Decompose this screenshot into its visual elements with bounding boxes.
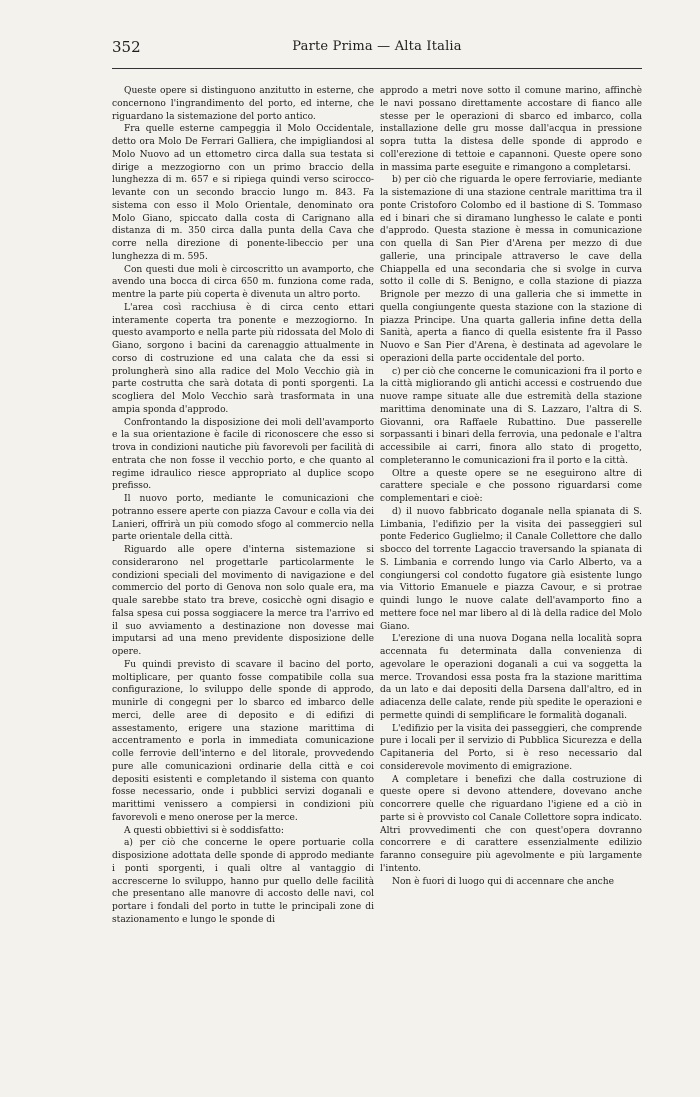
paragraph: Queste opere si distinguono anzitutto in esterne, che concernono l'ingrandimento del porto, ed interne, che riguardano la sistemazione del porto antico. bbox=[112, 86, 374, 122]
paragraph: Non è fuori di luogo qui di accennare che anche bbox=[392, 876, 615, 887]
paragraph: c) per ciò che concerne le comunicazioni fra il porto e la città migliorando gli antichi accessi e costruendo due nuove rampe situate alle due estremità della stazione marittima denominate una di S. Lazzaro, l'altra di S. Giovanni, ora Raffaele Rubattino. Due passerelle sorpassanti i binari della ferrovia, una pedonale e l'altra accessibile ai carri, finora allo stato di progetto, completeranno le comunicazioni fra il porto e la città. bbox=[380, 366, 642, 466]
paragraph: Oltre a queste opere se ne eseguirono altre di carattere speciale e che possono riguardarsi come complementari e cioè: bbox=[380, 468, 642, 504]
paragraph: Riguardo alle opere d'interna sistemazione si considerarono nel progettarle particolarmente le condizioni speciali del movimento di navigazione e del commercio del porto di Genova non solo quale era, ma quale sarebbe stato tra breve, cosicchè ogni disagio e falsa spesa cui possa soggiacere la merce tra l'arrivo ed il suo avviamento a destinazione non dovesse mai imputarsi ad una meno previdente disposizione delle opere. bbox=[112, 545, 374, 657]
paragraph: approdo a metri nove sotto il comune marino, affinchè le navi possano direttamente accostare di fianco alle stesse per le operazioni di sbarco ed imbarco, colla installazione delle gru mosse dall'acqua in pressione sopra tutta la distesa delle sponde di approdo e coll'erezione di tettoie e capannoni. Queste opere sono in massima parte eseguite e rimangono a completarsi. bbox=[380, 86, 642, 173]
paragraph: A questi obbiettivi si è soddisfatto: bbox=[124, 825, 284, 836]
paragraph: L'area così racchiusa è di circa cento ettari interamente coperta tra ponente e mezzogiorno. In questo avamporto e nella parte più ridossata del Molo di Giano, sorgono i bacini da carenaggio attualmente in corso di costruzione ed una calata che da essi si prolungherà sino alla radice del Molo Vecchio già in parte costrutta che sarà dotata di ponti sporgenti. La scogliera del Molo Vecchio sarà trasformata in una ampia sponda d'approdo. bbox=[112, 302, 374, 415]
paragraph: Il nuovo porto, mediante le comunicazioni che potranno essere aperte con piazza Cavour e colla via dei Lanieri, offrirà un più comodo sfogo al commercio nella parte orientale della città. bbox=[112, 494, 374, 543]
running-title: Parte Prima — Alta Italia bbox=[292, 39, 462, 54]
paragraph: Fu quindi previsto di scavare il bacino del porto, moltiplicare, per quanto fosse compatibile colla sua configurazione, lo sviluppo delle sponde di approdo, munirle di congegni per lo sbarco ed imbarco delle merci, delle aree di deposito e di edifizi di assestamento, erigere una stazione marittima di accentramento e porla in immediata comunicazione colle ferrovie dell'interno e del litorale, provvedendo pure alle comunicazioni ordinarie della città e coi depositi esistenti e completando il sistema con quanto fosse necessario, onde i pubblici servizi doganali e marittimi venissero a compiersi in condizioni più favorevoli e meno onerose per la merce. bbox=[112, 659, 374, 823]
paragraph: a) per ciò che concerne le opere portuarie colla disposizione adottata delle sponde di approdo mediante i ponti sporgenti, i quali oltre al vantaggio di accrescerne lo sviluppo, hanno pur quello delle facilità che presentano alle manovre di accosto delle navi, col portare i fondali del porto in tutte le principali zone di stazionamento e lungo le sponde di bbox=[112, 838, 374, 925]
paragraph: b) per ciò che riguarda le opere ferroviarie, mediante la sistemazione di una stazione centrale marittima tra il ponte Cristoforo Colombo ed il bastione di S. Tommaso ed i binari che si diramano lunghesso le calate e ponti d'approdo. Questa stazione è messa in comunicazione con quella di San Pier d'Arena per mezzo di due gallerie, una principale attraverso le cave della Chiappella ed una secondaria che si svolge in curva sotto il colle di S. Benigno, e colla stazione di piazza Brignole per mezzo di una galleria che si immette in quella congiungente questa stazione con la stazione di piazza Principe. Una quarta galleria infine detta della Sanità, aperta a fianco di quella esistente fra il Passo Nuovo e San Pier d'Arena, è destinata ad agevolare le operazioni della parte occidentale del porto. bbox=[380, 175, 642, 364]
page-header bbox=[112, 38, 642, 60]
paragraph: L'edifizio per la visita dei passeggieri, che comprende pure i locali per il servizio di Pubblica Sicurezza e della Capitaneria del Porto, si è reso necessario dal considerevole movimento di emigrazione. bbox=[380, 723, 642, 772]
page-number: 352 bbox=[112, 38, 141, 56]
paragraph: Fra quelle esterne campeggia il Molo Occidentale, detto ora Molo De Ferrari Galliera, che impigliandosi al Molo Nuovo ad un ettometro circa dalla sua testata si dirige a mezzogiorno con un primo braccio della lunghezza di m. 657 e si ripiega quindi verso scirocco-levante con un secondo braccio lungo m. 843. Fa sistema con esso il Molo Orientale, denominato ora Molo Giano, spiccato dalla costa di Carignano alla distanza di m. 350 circa dalla punta della Cava che corre nella direzione di ponente-libeccio per una lunghezza di m. 595. bbox=[112, 124, 374, 262]
right-column bbox=[380, 85, 642, 927]
paragraph: A completare i benefizi che dalla costruzione di queste opere si devono attendere, dovevano anche concorrere quelle che riguardano l'igiene ed a ciò in parte si è provvisto col Canale Collettore sopra indicato. Altri provvedimenti che con quest'opera dovranno concorrere e di carattere essenzialmente edilizio faranno conseguire più agevolmente e più largamente l'intento. bbox=[380, 774, 642, 874]
paragraph: Con questi due moli è circoscritto un avamporto, che avendo una bocca di circa 650 m. funziona come rada, mentre la parte più coperta è divenuta un altro porto. bbox=[112, 264, 374, 300]
left-column bbox=[112, 85, 374, 927]
paragraph: Confrontando la disposizione dei moli dell'avamporto e la sua orientazione è facile di riconoscere che esso si trova in condizioni nautiche più favorevoli per facilità di entrata che non fosse il vecchio porto, e che quanto al regime idraulico riesce appropriato al duplice scopo prefisso. bbox=[112, 417, 374, 492]
header-rule bbox=[112, 68, 642, 69]
paragraph: d) il nuovo fabbricato doganale nella spianata di S. Limbania, l'edifizio per la visita dei passeggieri sul ponte Federico Guglielmo; il Canale Collettore che dallo sbocco del torrente Lagaccio traversando la spianata di S. Limbania e correndo lungo via Carlo Alberto, va a congiungersi col condotto fugatore già esistente lungo via Vittorio Emanuele e piazza Cavour, e si protrae quindi lungo le nuove calate dell'avamporto fino a mettere foce nel mar libero al di là della radice del Molo Giano. bbox=[380, 506, 642, 632]
text-columns bbox=[112, 85, 642, 927]
paragraph: L'erezione di una nuova Dogana nella località sopra accennata fu determinata dalla convenienza di agevolare le operazioni doganali a cui va soggetta la merce. Trovandosi essa posta fra la stazione marittima da un lato e dai depositi della Darsena dall'altro, ed in adiacenza delle calate, rende più spedite le operazioni e permette quindi di semplificare le formalità doganali. bbox=[380, 634, 642, 721]
